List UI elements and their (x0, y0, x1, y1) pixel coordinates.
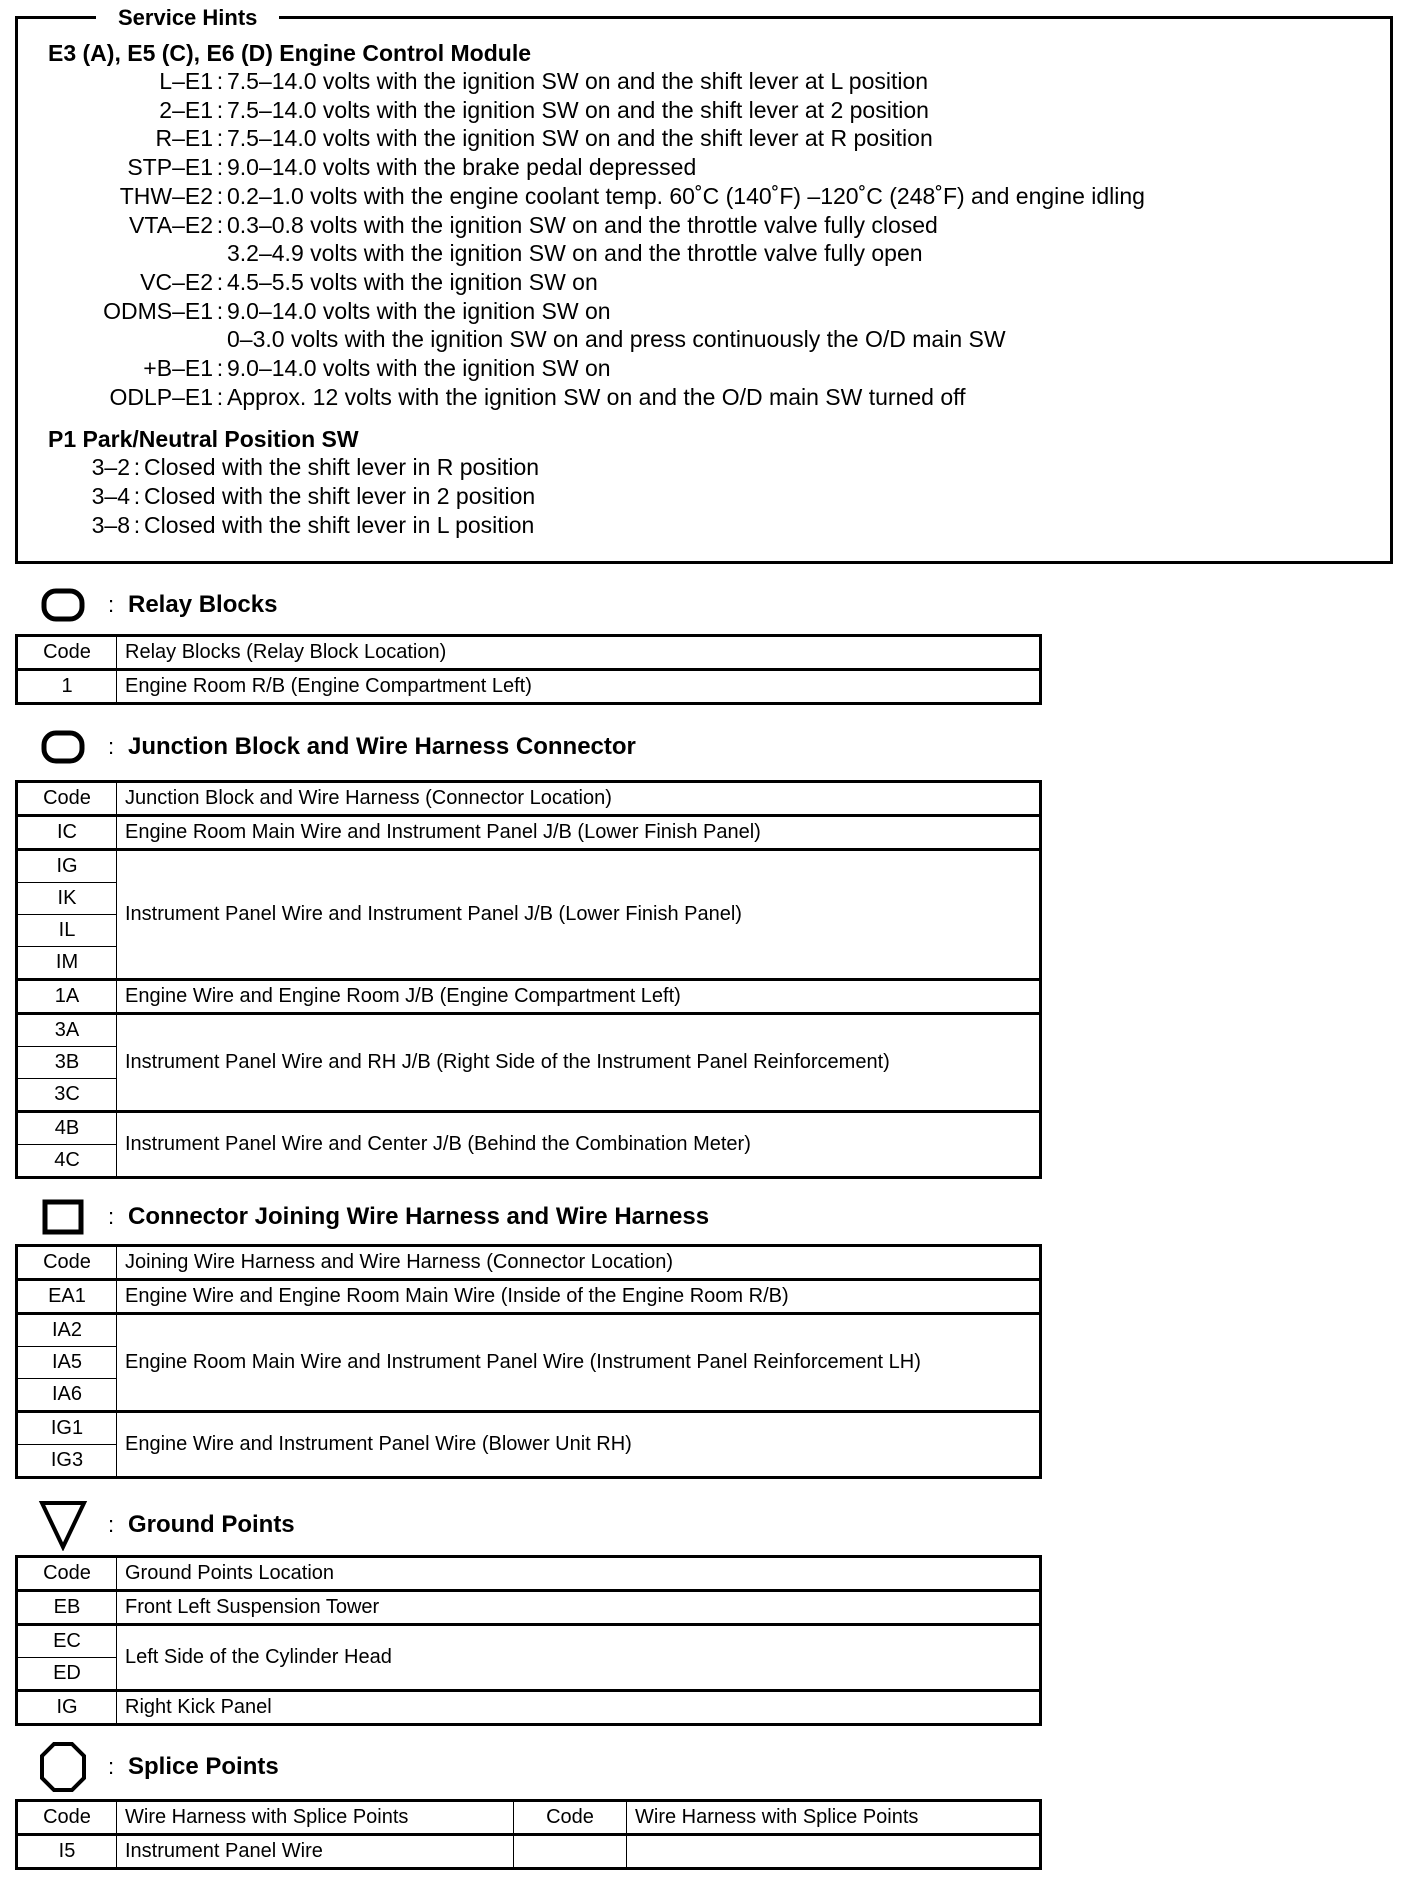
hint-separator (213, 325, 227, 354)
hint-separator: : (216, 96, 224, 123)
ground-points-header (38, 1497, 295, 1553)
hint-terminal: 3–4 (91, 483, 130, 510)
connectors-title: Connector Joining Wire Harness and Wire Harness (128, 1203, 710, 1230)
code-cell: IG1 (17, 1412, 117, 1445)
hint-terminal: 2–E1 (159, 96, 213, 123)
hint-separator: : (216, 182, 224, 209)
rounded-rect-icon (38, 725, 88, 769)
wire-harness-cell-2 (627, 1835, 1041, 1869)
service-hints-title: Service Hints (96, 6, 279, 30)
triangle-down-icon (38, 1497, 88, 1553)
hint-description: 4.5–5.5 volts with the ignition SW on (227, 268, 598, 295)
ecm-hint-list (48, 67, 1380, 411)
hint-row (48, 482, 1380, 511)
code-cell: EC (17, 1625, 117, 1658)
relay-blocks-table (15, 634, 1042, 705)
ecm-heading: E3 (A), E5 (C), E6 (D) Engine Control Module (48, 40, 531, 66)
connectors-header (38, 1195, 709, 1239)
rounded-rect-icon (38, 583, 88, 627)
location-cell: Right Kick Panel (117, 1691, 1041, 1725)
hint-row (48, 239, 1380, 268)
column-header-code: Code (17, 636, 117, 670)
location-cell: Engine Room R/B (Engine Compartment Left) (117, 670, 1041, 704)
hint-separator: : (133, 454, 141, 481)
location-cell: Instrument Panel Wire and Instrument Panel J/B (Lower Finish Panel) (117, 850, 1041, 980)
hint-row (48, 67, 1380, 96)
code-cell: IL (17, 915, 117, 947)
hint-row (48, 96, 1380, 125)
hint-description: 0–3.0 volts with the ignition SW on and press continuously the O/D main SW (227, 326, 1006, 353)
code-cell: 4B (17, 1112, 117, 1145)
hint-row (48, 354, 1380, 383)
table-row (17, 1412, 1041, 1445)
code-cell: IA2 (17, 1314, 117, 1347)
code-cell: 3A (17, 1014, 117, 1047)
hint-terminal (48, 325, 213, 354)
hint-terminal: VC–E2 (140, 268, 213, 295)
code-cell: IG3 (17, 1445, 117, 1478)
table-row (17, 850, 1041, 883)
code-cell: 4C (17, 1145, 117, 1178)
code-cell-2 (514, 1835, 627, 1869)
location-cell: Left Side of the Cylinder Head (117, 1625, 1041, 1691)
hint-separator: : (216, 268, 224, 295)
code-cell: EA1 (17, 1280, 117, 1314)
location-cell: Instrument Panel Wire and Center J/B (Behind the Combination Meter) (117, 1112, 1041, 1178)
p1-heading: P1 Park/Neutral Position SW (48, 426, 359, 453)
column-header-location: Junction Block and Wire Harness (Connector Location) (117, 782, 1041, 816)
hint-description: 9.0–14.0 volts with the ignition SW on (227, 297, 611, 324)
location-cell: Front Left Suspension Tower (117, 1591, 1041, 1625)
hint-row (48, 383, 1380, 412)
separator-colon: : (108, 592, 115, 617)
hint-terminal: +B–E1 (143, 355, 213, 382)
location-cell: Engine Wire and Instrument Panel Wire (Blower Unit RH) (117, 1412, 1041, 1478)
splice-points-header (38, 1740, 279, 1794)
hint-separator: : (216, 383, 224, 410)
code-cell: 1A (17, 980, 117, 1014)
table-header-row (17, 1246, 1041, 1280)
relay-blocks-title: Relay Blocks (128, 591, 278, 618)
code-cell: EB (17, 1591, 117, 1625)
code-cell: 1 (17, 670, 117, 704)
table-header-row (17, 1557, 1041, 1591)
column-header-location: Ground Points Location (117, 1557, 1041, 1591)
hint-row (48, 182, 1380, 211)
hint-separator: : (216, 297, 224, 324)
hint-description: 9.0–14.0 volts with the ignition SW on (227, 355, 611, 382)
table-row (17, 1691, 1041, 1725)
table-row (17, 1625, 1041, 1658)
hint-terminal: R–E1 (155, 125, 213, 152)
hint-terminal: STP–E1 (127, 154, 213, 181)
hint-terminal: ODMS–E1 (103, 297, 213, 324)
location-cell: Engine Wire and Engine Room J/B (Engine Compartment Left) (117, 980, 1041, 1014)
column-header-code-2: Code (514, 1801, 627, 1835)
code-cell: IA5 (17, 1347, 117, 1379)
column-header-code: Code (17, 1557, 117, 1591)
splice-points-table (15, 1799, 1042, 1870)
table-row (17, 980, 1041, 1014)
hint-terminal: 3–8 (91, 511, 130, 538)
location-cell: Engine Room Main Wire and Instrument Panel Wire (Instrument Panel Reinforcement LH) (117, 1314, 1041, 1412)
code-cell: IK (17, 883, 117, 915)
table-row (17, 1314, 1041, 1347)
hint-description: 7.5–14.0 volts with the ignition SW on and the shift lever at R position (227, 125, 933, 152)
hint-description: 7.5–14.0 volts with the ignition SW on and the shift lever at 2 position (227, 96, 929, 123)
hint-description: Closed with the shift lever in 2 position (144, 483, 536, 510)
hint-description: 7.5–14.0 volts with the ignition SW on and the shift lever at L position (227, 68, 929, 94)
hint-row (48, 297, 1380, 326)
hint-separator: : (216, 355, 224, 382)
hint-row (48, 153, 1380, 182)
hint-description: Closed with the shift lever in R position (144, 454, 540, 481)
hint-separator: : (133, 511, 141, 538)
splice-points-title: Splice Points (128, 1753, 279, 1780)
column-header-wire-harness: Wire Harness with Splice Points (117, 1801, 514, 1835)
hint-description: 0.2–1.0 volts with the engine coolant temp. 60˚C (140˚F) –120˚C (248˚F) and engine idling (227, 182, 1145, 209)
hint-description: Approx. 12 volts with the ignition SW on and the O/D main SW turned off (227, 383, 966, 410)
table-row (17, 816, 1041, 850)
column-header-code: Code (17, 1246, 117, 1280)
code-cell: IG (17, 850, 117, 883)
hint-terminal: THW–E2 (119, 182, 213, 209)
hint-row (48, 124, 1380, 153)
hint-description: 3.2–4.9 volts with the ignition SW on and the throttle valve fully open (227, 240, 923, 267)
hint-description: 9.0–14.0 volts with the brake pedal depressed (227, 154, 697, 181)
separator-colon: : (108, 1754, 115, 1779)
table-row (17, 1835, 1041, 1869)
code-cell: 3B (17, 1047, 117, 1079)
hint-separator: : (216, 68, 224, 94)
table-row (17, 1591, 1041, 1625)
location-cell: Engine Room Main Wire and Instrument Panel J/B (Lower Finish Panel) (117, 816, 1041, 850)
hint-terminal: VTA–E2 (129, 211, 213, 238)
column-header-location: Relay Blocks (Relay Block Location) (117, 636, 1041, 670)
junction-blocks-title: Junction Block and Wire Harness Connector (128, 733, 636, 760)
table-row (17, 1280, 1041, 1314)
square-icon (38, 1195, 88, 1239)
code-cell: I5 (17, 1835, 117, 1869)
hint-row (48, 268, 1380, 297)
location-cell: Engine Wire and Engine Room Main Wire (Inside of the Engine Room R/B) (117, 1280, 1041, 1314)
code-cell: IG (17, 1691, 117, 1725)
separator-colon: : (108, 1204, 115, 1229)
code-cell: IM (17, 947, 117, 980)
hint-separator: : (216, 154, 224, 181)
hint-terminal (48, 239, 213, 268)
hint-terminal: L–E1 (159, 68, 213, 94)
column-header-location: Joining Wire Harness and Wire Harness (Connector Location) (117, 1246, 1041, 1280)
location-cell: Instrument Panel Wire and RH J/B (Right Side of the Instrument Panel Reinforcement) (117, 1014, 1041, 1112)
code-cell: 3C (17, 1079, 117, 1112)
table-header-row (17, 636, 1041, 670)
ground-points-table (15, 1555, 1042, 1726)
p1-hint-list (48, 453, 1380, 539)
hint-separator (213, 239, 227, 268)
separator-colon: : (108, 734, 115, 759)
relay-blocks-header (38, 583, 277, 627)
hint-separator: : (216, 211, 224, 238)
junction-blocks-header (38, 725, 636, 769)
hint-terminal: ODLP–E1 (109, 383, 213, 410)
hint-row (48, 453, 1380, 482)
junction-blocks-table (15, 780, 1042, 1179)
hint-row (48, 211, 1380, 240)
hint-separator: : (133, 483, 141, 510)
service-hints-box (15, 5, 1393, 564)
hint-description: 0.3–0.8 volts with the ignition SW on and the throttle valve fully closed (227, 211, 938, 238)
code-cell: IA6 (17, 1379, 117, 1412)
code-cell: IC (17, 816, 117, 850)
hint-separator: : (216, 125, 224, 152)
column-header-wire-harness-2: Wire Harness with Splice Points (627, 1801, 1041, 1835)
connectors-table (15, 1244, 1042, 1479)
column-header-code: Code (17, 1801, 117, 1835)
hint-row (48, 511, 1380, 540)
wire-harness-cell: Instrument Panel Wire (117, 1835, 514, 1869)
hint-row (48, 325, 1380, 354)
table-row (17, 670, 1041, 704)
octagon-icon (38, 1740, 88, 1794)
column-header-code: Code (17, 782, 117, 816)
hint-terminal: 3–2 (91, 454, 130, 481)
table-header-row (17, 782, 1041, 816)
hint-description: Closed with the shift lever in L position (144, 511, 535, 538)
code-cell: ED (17, 1658, 117, 1691)
table-row (17, 1112, 1041, 1145)
ground-points-title: Ground Points (128, 1511, 295, 1538)
table-header-row (17, 1801, 1041, 1835)
table-row (17, 1014, 1041, 1047)
separator-colon: : (108, 1512, 115, 1537)
